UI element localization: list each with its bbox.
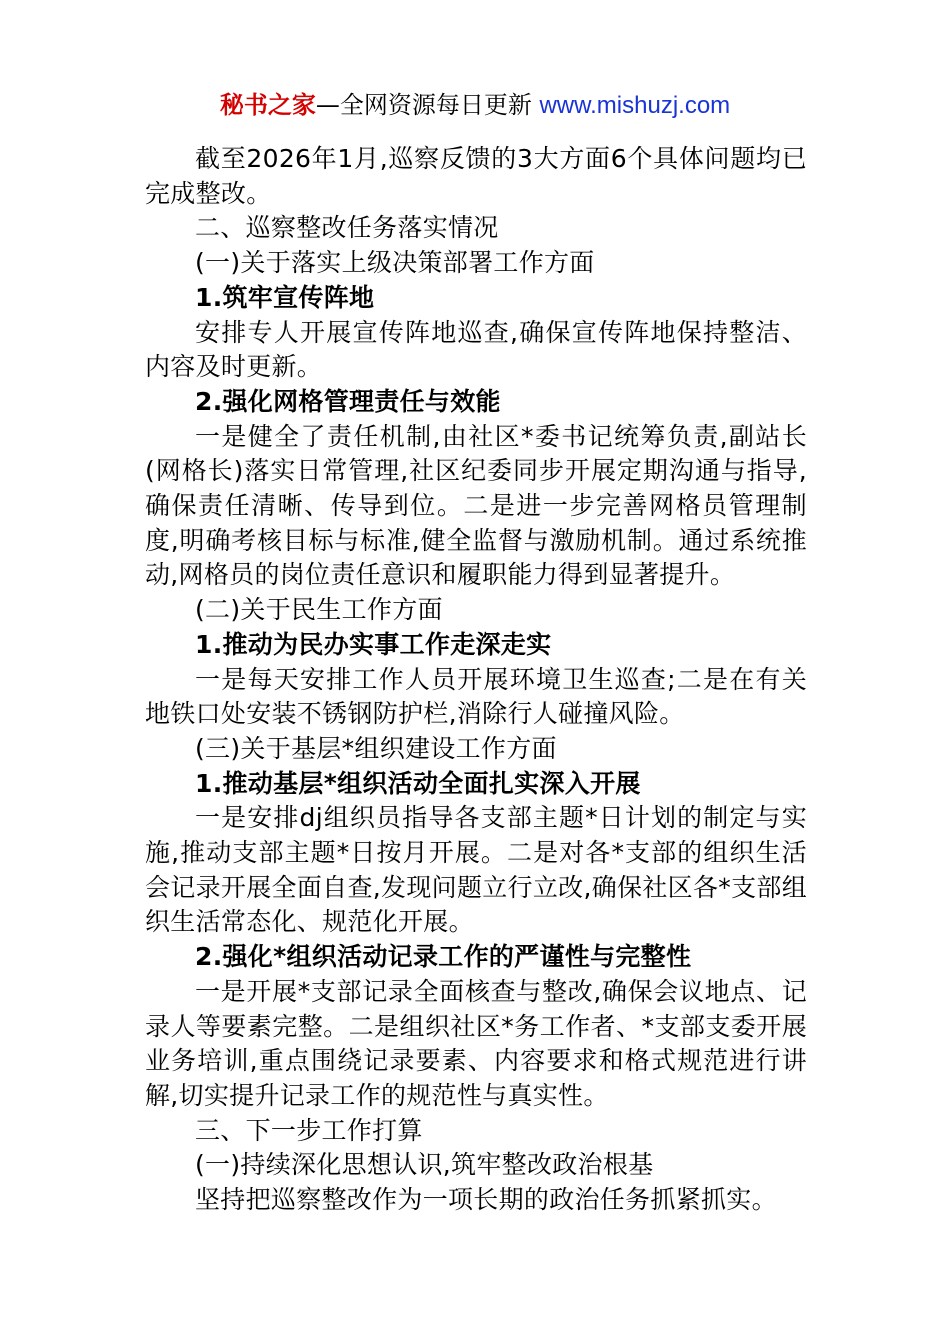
site-header bbox=[0, 88, 950, 123]
paragraph: 一是开展*支部记录全面核查与整改,确保会议地点、记录人等要素完整。二是组织社区*务工作者、*支部支委开展业务培训,重点围绕记录要素、内容要求和格式规范进行讲解,切实提升记录工作的规范性与真实性。 bbox=[145, 976, 807, 1110]
paragraph: 坚持把巡察整改作为一项长期的政治任务抓紧抓实。 bbox=[195, 1185, 777, 1215]
section-heading: 二、巡察整改任务落实情况 bbox=[195, 213, 499, 243]
paragraph: 一是每天安排工作人员开展环境卫生巡查;二是在有关地铁口处安装不锈钢防护栏,消除行人碰撞风险。 bbox=[145, 664, 807, 729]
subsection-heading: (一)关于落实上级决策部署工作方面 bbox=[195, 248, 595, 278]
paragraph: 截至2026年1月,巡察反馈的3大方面6个具体问题均已完成整改。 bbox=[145, 144, 807, 208]
paragraph: 一是健全了责任机制,由社区*委书记统筹负责,副站长(网格长)落实日常管理,社区纪委同步开展定期沟通与指导,确保责任清晰、传导到位。二是进一步完善网格员管理制度,明确考核目标与标准,健全监督与激励机制。通过系统推动,网格员的岗位责任意识和履职能力得到显著提升。 bbox=[145, 421, 807, 590]
subsection-heading: (二)关于民生工作方面 bbox=[195, 595, 443, 625]
document-body bbox=[145, 142, 807, 1218]
brand-name: 秘书之家 bbox=[219, 91, 316, 119]
subsection-heading: (三)关于基层*组织建设工作方面 bbox=[195, 733, 557, 763]
paragraph: 一是安排dj组织员指导各支部主题*日计划的制定与实施,推动支部主题*日按月开展。二是对各*支部的组织生活会记录开展全面自查,发现问题立行立改,确保社区各*支部组织生活常态化、规范化开展。 bbox=[145, 803, 807, 937]
item-heading: 2.强化网格管理责任与效能 bbox=[195, 386, 501, 416]
header-tagline: —全网资源每日更新 bbox=[315, 91, 540, 119]
item-heading: 2.强化*组织活动记录工作的严谨性与完整性 bbox=[195, 942, 692, 972]
subsection-heading: (一)持续深化思想认识,筑牢整改政治根基 bbox=[195, 1150, 654, 1180]
item-heading: 1.筑牢宣传阵地 bbox=[195, 282, 375, 312]
site-url-link[interactable]: www.mishuzj.com bbox=[539, 92, 731, 119]
paragraph: 安排专人开展宣传阵地巡查,确保宣传阵地保持整洁、内容及时更新。 bbox=[145, 317, 807, 382]
item-heading: 1.推动基层*组织活动全面扎实深入开展 bbox=[195, 768, 641, 798]
item-heading: 1.推动为民办实事工作走深走实 bbox=[195, 629, 552, 659]
section-heading: 三、下一步工作打算 bbox=[195, 1115, 423, 1145]
